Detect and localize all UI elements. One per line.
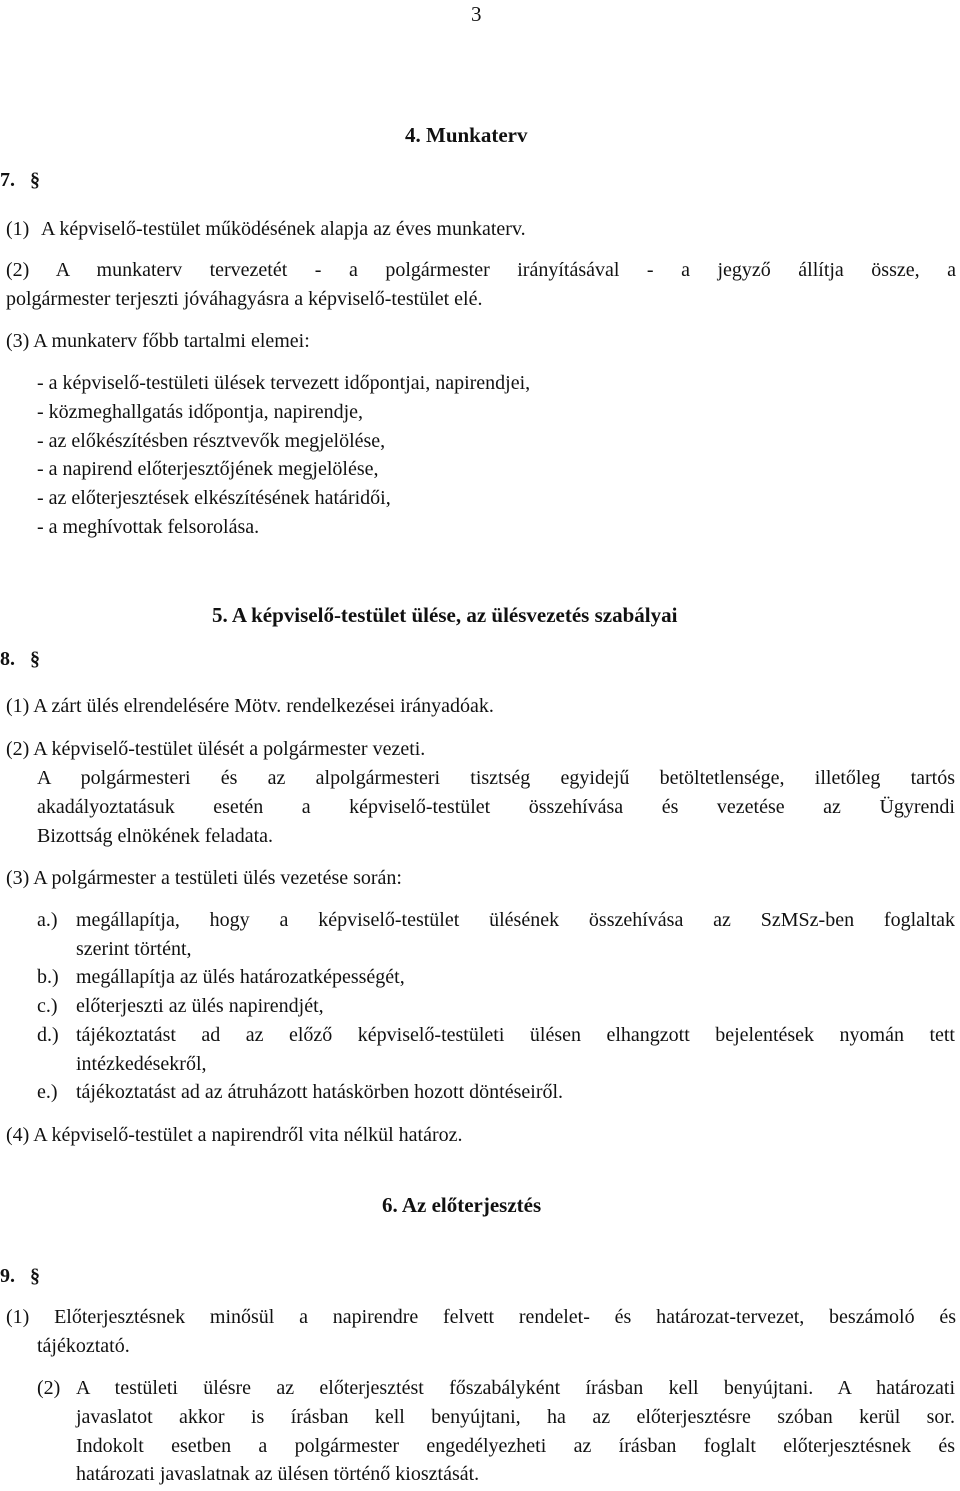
list-item: - az előkészítésben résztvevők megjelölése, bbox=[37, 430, 386, 452]
list-item-label: a.) bbox=[37, 909, 58, 931]
list-item-text-cont: intézkedésekről, bbox=[76, 1053, 207, 1075]
page-number: 3 bbox=[471, 2, 482, 26]
s5-p2b-line-2: akadályoztatásuk esetén a képviselő-testület összehívása és vezetése az Ügyrendi bbox=[37, 796, 955, 818]
s6-p2-line-1: A testületi ülésre az előterjesztést főszabályként írásban kell benyújtani. A határozati bbox=[76, 1377, 955, 1399]
list-item: - a meghívottak felsorolása. bbox=[37, 516, 260, 538]
s4-p1-number: (1) bbox=[6, 218, 30, 240]
list-item-text-cont: szerint történt, bbox=[76, 938, 192, 960]
s5-p2b-line-3: Bizottság elnökének feladata. bbox=[37, 825, 274, 847]
s4-p2-line-2: polgármester terjeszti jóváhagyásra a képviselő-testület elé. bbox=[6, 288, 483, 310]
list-item: - az előterjesztések elkészítésének határidői, bbox=[37, 487, 391, 509]
s6-p1-line-1: (1) Előterjesztésnek minősül a napirendre felvett rendelet- és határozat-tervezet, beszámoló és bbox=[6, 1306, 956, 1328]
s5-p2-text: (2) A képviselő-testület ülését a polgármester vezeti. bbox=[6, 738, 426, 760]
list-item-text: megállapítja az ülés határozatképességét, bbox=[76, 966, 405, 988]
s4-p3-text: (3) A munkaterv főbb tartalmi elemei: bbox=[6, 330, 310, 352]
list-item-label: d.) bbox=[37, 1024, 59, 1046]
list-item-text: tájékoztatást ad az átruházott hatáskörben hozott döntéseiről. bbox=[76, 1081, 564, 1103]
s5-p1-text: (1) A zárt ülés elrendelésére Mötv. rendelkezései irányadóak. bbox=[6, 695, 494, 717]
section-4-title: 4. Munkaterv bbox=[405, 123, 528, 147]
list-item-text: előterjeszti az ülés napirendjét, bbox=[76, 995, 324, 1017]
s6-p2-line-3: Indokolt esetben a polgármester engedélyezheti az írásban foglalt előterjesztésnek és bbox=[76, 1435, 955, 1457]
s5-p3-text: (3) A polgármester a testületi ülés vezetése során: bbox=[6, 867, 402, 889]
section-sign-icon: § bbox=[30, 648, 40, 670]
section-sign-icon: § bbox=[30, 1265, 40, 1287]
s6-p2-line-2: javaslatot akkor is írásban kell benyújtani, ha az előterjesztésre szóban kerül sor. bbox=[76, 1406, 955, 1428]
paragraph-8-heading: 8. § bbox=[0, 648, 40, 670]
list-item-text: tájékoztatást ad az előző képviselő-testületi ülésen elhangzott bejelentések nyomán tett bbox=[76, 1024, 955, 1046]
paragraph-9-heading: 9. § bbox=[0, 1265, 40, 1287]
list-item-label: b.) bbox=[37, 966, 59, 988]
s4-p1-text: A képviselő-testület működésének alapja az éves munkaterv. bbox=[41, 218, 526, 240]
list-item: - közmeghallgatás időpontja, napirendje, bbox=[37, 401, 364, 423]
section-5-title: 5. A képviselő-testület ülése, az ülésvezetés szabályai bbox=[212, 603, 678, 627]
s6-p2-number: (2) bbox=[37, 1377, 61, 1399]
section-6-title: 6. Az előterjesztés bbox=[382, 1193, 542, 1217]
paragraph-7-heading: 7. § bbox=[0, 169, 40, 191]
list-item-label: e.) bbox=[37, 1081, 58, 1103]
s5-p2b-line-1: A polgármesteri és az alpolgármesteri tisztség egyidejű betöltetlensége, illetőleg tartós bbox=[37, 767, 955, 789]
s6-p2-line-4: határozati javaslatnak az ülésen történő kiosztását. bbox=[76, 1463, 480, 1485]
list-item: - a napirend előterjesztőjének megjelölése, bbox=[37, 458, 379, 480]
list-item-label: c.) bbox=[37, 995, 58, 1017]
s4-p2-line-1: (2) A munkaterv tervezetét - a polgármester irányításával - a jegyző állítja össze, a bbox=[6, 259, 956, 281]
section-sign-icon: § bbox=[30, 169, 40, 191]
list-item-text: megállapítja, hogy a képviselő-testület ülésének összehívása az SzMSz-ben foglaltak bbox=[76, 909, 955, 931]
s6-p1-line-2: tájékoztató. bbox=[37, 1335, 130, 1357]
s5-p4-text: (4) A képviselő-testület a napirendről vita nélkül határoz. bbox=[6, 1124, 463, 1146]
list-item: - a képviselő-testületi ülések tervezett időpontjai, napirendjei, bbox=[37, 372, 531, 394]
